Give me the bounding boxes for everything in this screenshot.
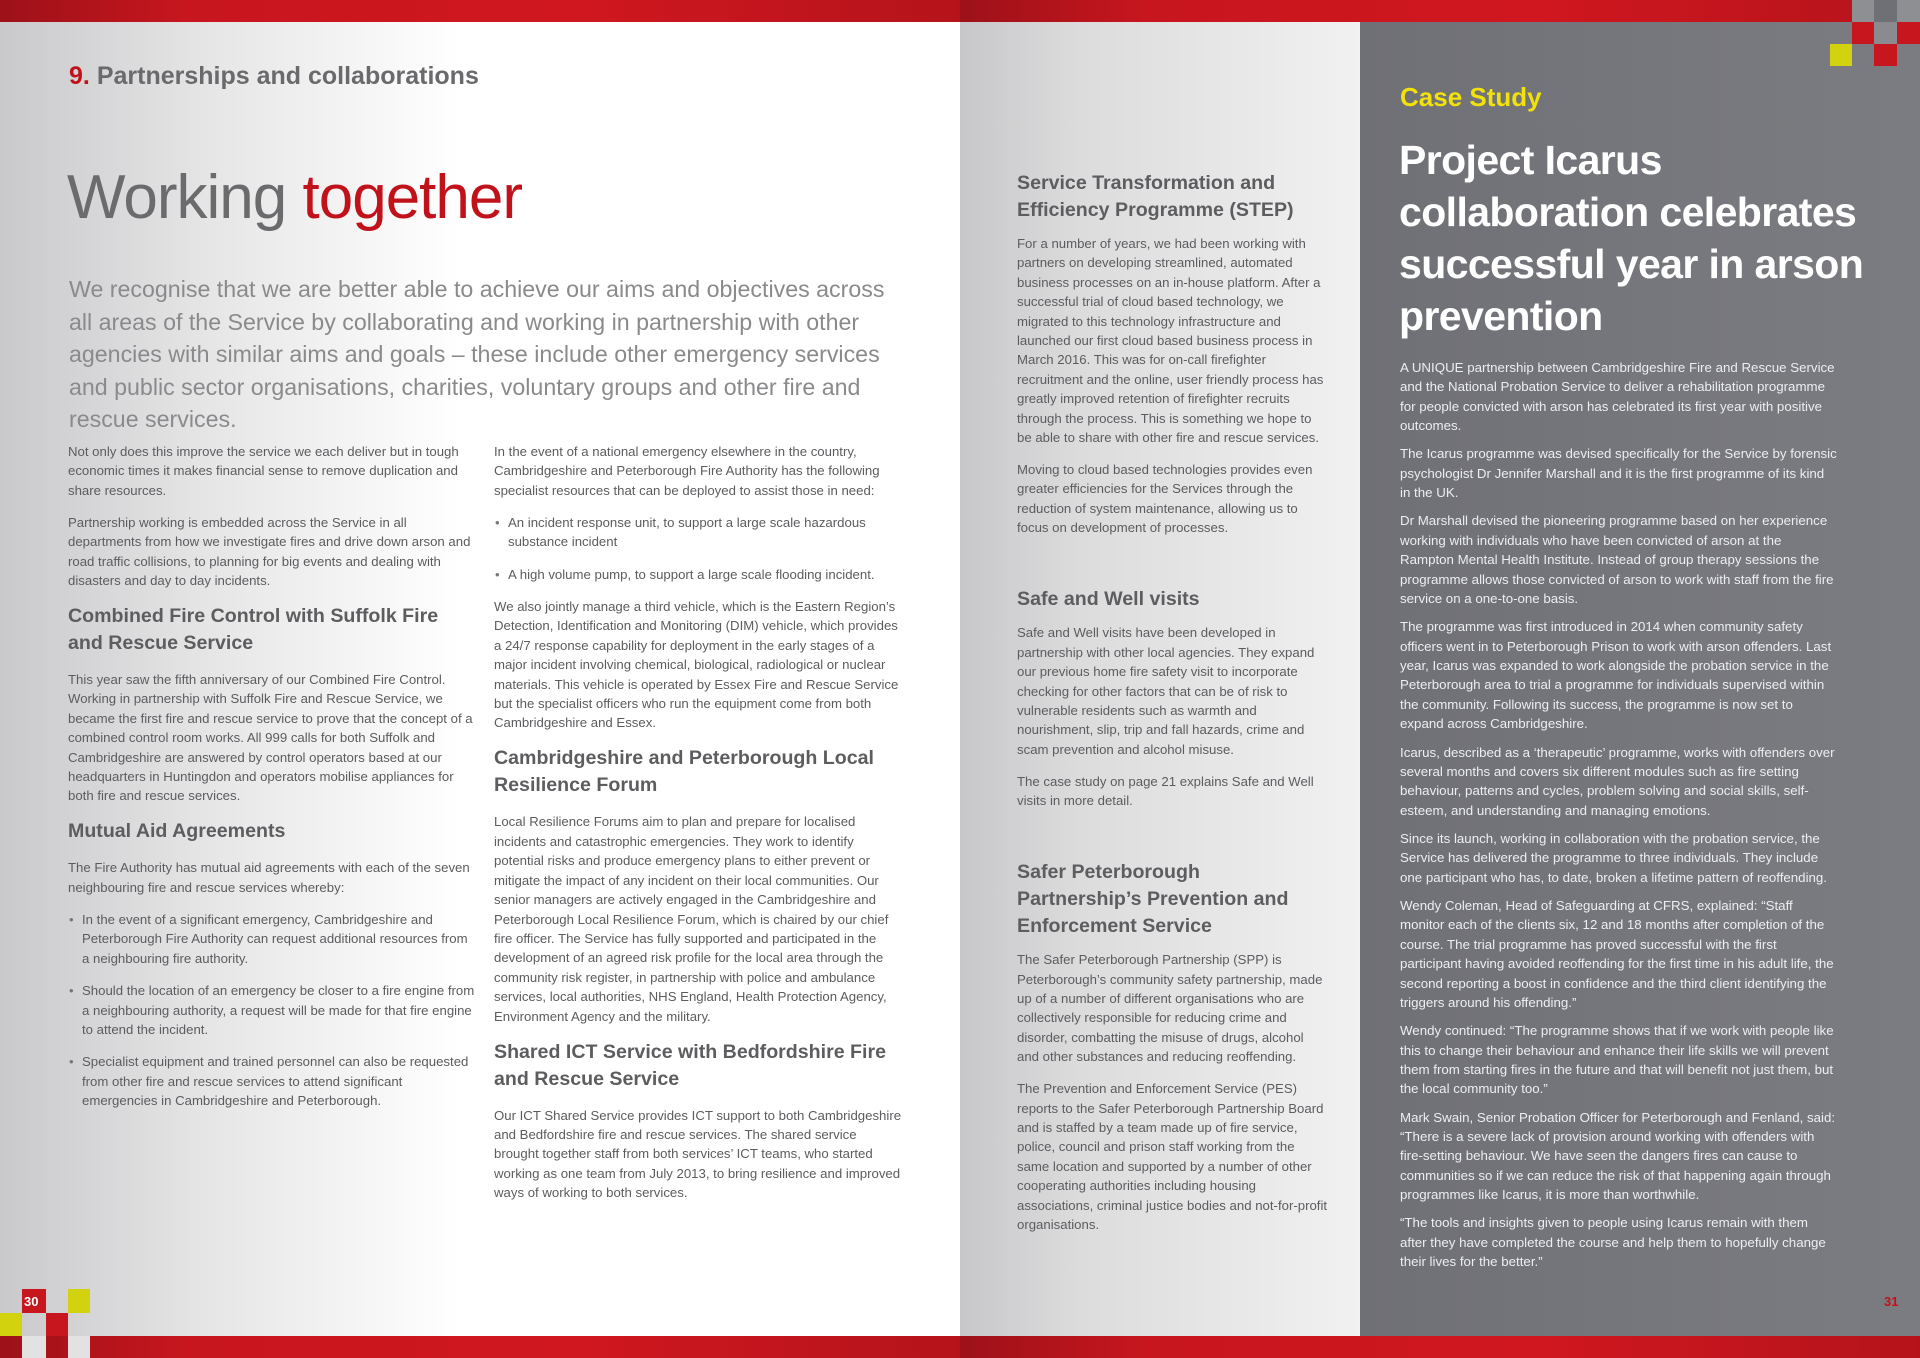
paragraph: For a number of years, we had been working with partners on developing streamlined, automated business processes on an in-house platform. After a successful trial of cloud based technology, we migrated to this technology infrastructure and launched our first cloud based business process in March 2016. This was for on-call firefighter recruitment and the online, user friendly process has greatly improved retention of firefighter recruits through the process. This is something we hope to be able to share with other fire and rescue services. [1017, 236, 1324, 446]
paragraph: Not only does this improve the service we each deliver but in tough economic times it makes financial sense to remove duplication and share resources. [68, 444, 459, 498]
case-paragraph: Wendy Coleman, Head of Safeguarding at CFRS, explained: “Staff monitor each of the clients six, 12 and 18 months after completion of the course. The trial programme has proved successful with the first participant having avoided reoffending for the first time in his adult life, the second reporting a boost in confidence and the third client identifying the triggers around his offending.” [1400, 897, 1834, 1010]
paragraph: We also jointly manage a third vehicle, which is the Eastern Region’s Detection, Identification and Monitoring (DIM) vehicle, which provides a 24/7 response capability for deployment in the early stages of a major incident involving chemical, biological, radiological or nuclear materials. This vehicle is operated by Essex Fire and Rescue Service but the specialist officers who run the equipment come from both Cambridgeshire and Essex. [494, 599, 899, 731]
mutual-aid-list [68, 910, 478, 1111]
spacer [1017, 823, 1329, 859]
intro-paragraph: We recognise that we are better able to achieve our aims and objectives across all areas of the Service by collaborating and working in partnership with other agencies with similar aims and goals – these include other emergency services and public sector organisations, charities, voluntary groups and other fire and rescue services. [69, 276, 885, 433]
case-study-title: Project Icarus collaboration celebrates successful year in arson prevention [1399, 137, 1864, 339]
heading-combined-fire-control: Combined Fire Control with Suffolk Fire and Rescue Service [68, 605, 439, 655]
paragraph: Local Resilience Forums aim to plan and prepare for localised incidents and catastrophic emergencies. They work to identify potential risks and produce emergency plans to either prevent or mitigate the impact of any incident on their local communities. Our senior managers are actively engaged in the Cambridgeshire and Peterborough Local Resilience Forum, which is chaired by our chief fire officer. The Service has fully supported and participated in the development of an agreed risk profile for the local area through the community risk register, in partnership with police and ambulance services, local authorities, NHS England, Health Protection Agency, Environment Agency and the military. [494, 814, 889, 1024]
heading-mutual-aid: Mutual Aid Agreements [68, 820, 286, 843]
paragraph: The case study on page 21 explains Safe and Well visits in more detail. [1017, 773, 1314, 809]
paragraph: Our ICT Shared Service provides ICT support to both Cambridgeshire and Bedfordshire fire and rescue services. The shared service brought together staff from both services’ ICT teams, who started working as one team from July 2013, to bring resilience and improved ways of working to both services. [494, 1107, 902, 1201]
section-number: 9. [69, 62, 90, 90]
spacer [1017, 550, 1329, 586]
paragraph: This year saw the fifth anniversary of our Combined Fire Control. Working in partnership with Suffolk Fire and Rescue Service, we became the first fire and rescue service to prove that the concept of a combined control room works. All 999 calls for both Suffolk and Cambridgeshire are answered by control operators based at our headquarters in Huntingdon and operators mobilise appliances for both fire and rescue services. [68, 672, 473, 804]
case-paragraph: A UNIQUE partnership between Cambridgeshire Fire and Rescue Service and the National Probation Service to deliver a rehabilitation programme for people convicted with arson has celebrated its first year with positive outcomes. [1400, 360, 1835, 434]
left-column-2 [494, 442, 904, 1215]
left-column-1 [68, 442, 478, 1124]
case-paragraph: The Icarus programme was devised specifically for the Service by forensic psychologist Dr Jennifer Marshall and it is the first programme of its kind in the UK. [1400, 446, 1837, 501]
bottom-red-band-left [0, 1336, 960, 1358]
top-red-band-left [0, 0, 960, 22]
specialist-resources-list [494, 513, 904, 584]
page-title-red: together [302, 163, 523, 232]
list-item: • Specialist equipment and trained personnel can also be requested from other fire and rescue services to attend significant emergencies in Cambridgeshire and Peterborough. [68, 1052, 478, 1110]
heading-step: Service Transformation and Efficiency Programme (STEP) [1017, 172, 1294, 221]
heading-shared-ict: Shared ICT Service with Bedfordshire Fire and Rescue Service [494, 1040, 886, 1090]
top-red-band-right [960, 0, 1920, 22]
paragraph: The Prevention and Enforcement Service (PES) reports to the Safer Peterborough Partnership Board and is staffed by a team made up of fire service, police, council and prison staff working from the same location and supported by a number of other cooperating authorities including housing associations, criminal justice bodies and not-for-profit organisations. [1017, 1081, 1328, 1232]
paragraph: Partnership working is embedded across the Service in all departments from how we investigate fires and drive down arson and road traffic collisions, to planning for big events and dealing with disasters and day to day incidents. [68, 514, 471, 589]
list-item: • A high volume pump, to support a large scale flooding incident. [494, 565, 904, 584]
page-title-grey: Working [67, 163, 287, 232]
bottom-red-band-right [960, 1336, 1920, 1358]
paragraph: Safe and Well visits have been developed in partnership with other local agencies. They expand our previous home fire safety visit to incorporate checking for other factors that can be of risk to vulnerable residents such as warmth and nourishment, slip, trip and fall hazards, crime and scam prevention and alcohol misuse. [1017, 625, 1315, 757]
case-paragraph: Icarus, described as a ‘therapeutic’ programme, works with offenders over several months and covers six different modules such as fire setting behaviour, patterns and cycles, problem solving and social skills, self-esteem, and understanding and managing emotions. [1400, 744, 1835, 818]
paragraph: Moving to cloud based technologies provides even greater efficiencies for the Services through the reduction of system maintenance, allowing us to focus on development of processes. [1017, 462, 1313, 536]
case-paragraph: Wendy continued: “The programme shows that if we work with people like this to change their behaviour and enhance their life skills we will prevent them from starting fires in the future and that will benefit not just them, but the local community too.” [1400, 1023, 1834, 1097]
case-paragraph: Mark Swain, Senior Probation Officer for Peterborough and Fenland, said: “There is a severe lack of provision around working with offenders with fire-setting behaviour. We have seen the dangers fires can cause to communities so if we can reduce the risk of that happening again through programmes like Icarus, it is more than worthwhile. [1400, 1109, 1836, 1203]
case-paragraph: Since its launch, working in collaboration with the probation service, the Service has delivered the programme to three individuals. They include one participant who has, to date, broken a lifetime pattern of reoffending. [1400, 830, 1828, 885]
case-study-label: Case Study [1400, 82, 1542, 112]
paragraph: The Safer Peterborough Partnership (SPP) is Peterborough’s community safety partnership, made up of a number of different organisations who are collectively responsible for reducing crime and disorder, combatting the misuse of drugs, alcohol and other substances and reducing reoffending. [1017, 952, 1323, 1065]
page-title [67, 162, 522, 233]
right-column [1017, 170, 1329, 1247]
paragraph: The Fire Authority has mutual aid agreements with each of the seven neighbouring fire and rescue services whereby: [68, 860, 470, 895]
page-number-left: 30 [24, 1294, 39, 1309]
list-item: • In the event of a significant emergency, Cambridgeshire and Peterborough Fire Authority can request additional resources from a neighbouring fire authority. [68, 910, 478, 968]
heading-safe-and-well: Safe and Well visits [1017, 588, 1200, 611]
heading-safer-peterborough: Safer Peterborough Partnership’s Prevention and Enforcement Service [1017, 861, 1289, 938]
list-item: • Should the location of an emergency be closer to a fire engine from a neighbouring authority, a request will be made for that fire engine to attend the incident. [68, 981, 478, 1039]
heading-local-resilience-forum: Cambridgeshire and Peterborough Local Resilience Forum [494, 747, 874, 797]
paragraph: In the event of a national emergency elsewhere in the country, Cambridgeshire and Peterborough Fire Authority has the following specialist resources that can be deployed to assist those in need: [494, 444, 880, 498]
case-study-body [1400, 358, 1838, 1280]
list-item: • An incident response unit, to support a large scale hazardous substance incident [494, 513, 904, 552]
case-paragraph: Dr Marshall devised the pioneering programme based on her experience working with individuals who have been convicted of arson at the Rampton Mental Health Institute. Instead of group therapy sessions the programme allows those convicted of arson to work with staff from the fire service on a one-to-one basis. [1400, 513, 1834, 607]
case-paragraph: The programme was first introduced in 2014 when community safety officers went in to Peterborough Prison to work with arson offenders. Last year, Icarus was expanded to work alongside the probation service in the Peterborough area to trial a programme for individuals supervised within the community. Following its success, the programme is now set to expand across Cambridgeshire. [1400, 619, 1832, 732]
section-title: Partnerships and collaborations [96, 62, 479, 90]
page-number-right: 31 [1884, 1294, 1899, 1309]
case-paragraph: “The tools and insights given to people using Icarus remain with them after they have completed the course and help them to hopefully change their lives for the better.” [1400, 1215, 1826, 1270]
section-heading [69, 62, 479, 91]
